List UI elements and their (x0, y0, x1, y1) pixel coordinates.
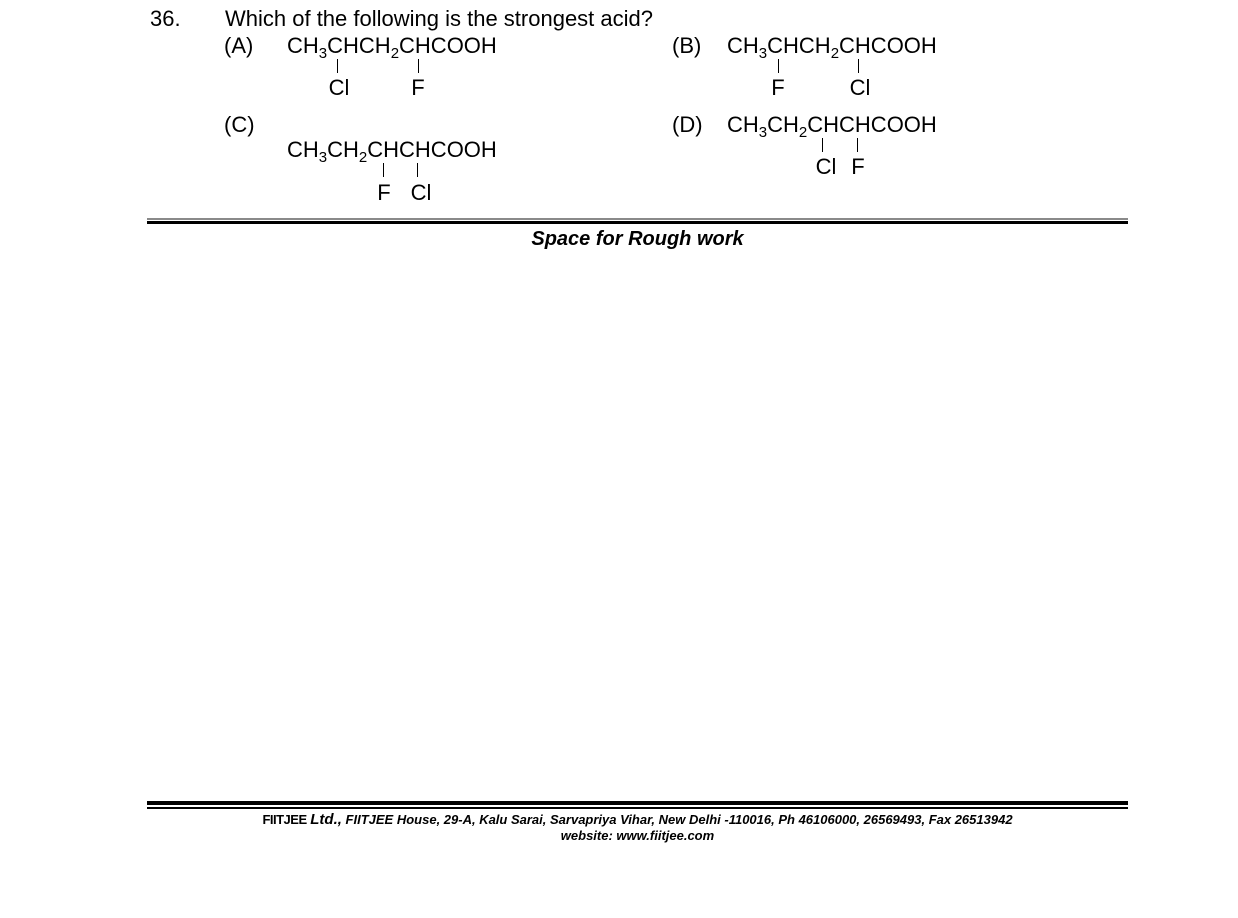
footer-ltd: Ltd., (310, 811, 342, 828)
substituent: Cl (410, 180, 432, 205)
footer-divider (147, 801, 1128, 809)
option-b-label: (B) (672, 33, 702, 58)
footer-address: FIITJEE House, 29-A, Kalu Sarai, Sarvapriya Vihar, New Delhi -110016, Ph 46106000, 26569493, Fax 26513942 (345, 812, 1013, 827)
substituent: F (377, 180, 391, 205)
footer (147, 812, 1128, 844)
bond-line (417, 163, 418, 177)
substituent: Cl (815, 154, 837, 179)
substituent: F (411, 75, 425, 100)
bond-line (383, 163, 384, 177)
bond-line (822, 138, 823, 152)
bond-line (418, 59, 419, 73)
option-a-formula: $CH_3CHCH_2CHCOOH$ (287, 33, 497, 62)
substituent: Cl (849, 75, 871, 100)
substituent: F (851, 154, 865, 179)
option-a-label: (A) (224, 33, 254, 58)
option-c-label: (C) (224, 112, 255, 137)
footer-brand: FIITJEE (262, 812, 307, 827)
question-text: Which of the following is the strongest acid? (225, 6, 654, 31)
bond-line (778, 59, 779, 73)
option-b-formula: $CH_3CHCH_2CHCOOH$ (727, 33, 937, 62)
bond-line (858, 59, 859, 73)
substituent: F (771, 75, 785, 100)
section-divider (147, 218, 1128, 224)
bond-line (857, 138, 858, 152)
question-number: 36. (150, 6, 181, 31)
option-c-formula: $CH_3CH_2CHCHCOOH$ (287, 137, 497, 166)
option-d-formula: $CH_3CH_2CHCHCOOH$ (727, 112, 937, 141)
option-d-label: (D) (672, 112, 703, 137)
footer-address-line (147, 812, 1128, 828)
substituent: Cl (328, 75, 350, 100)
bond-line (337, 59, 338, 73)
footer-website: website: www.fiitjee.com (560, 828, 715, 843)
rough-work-label: Space for Rough work (531, 228, 744, 250)
